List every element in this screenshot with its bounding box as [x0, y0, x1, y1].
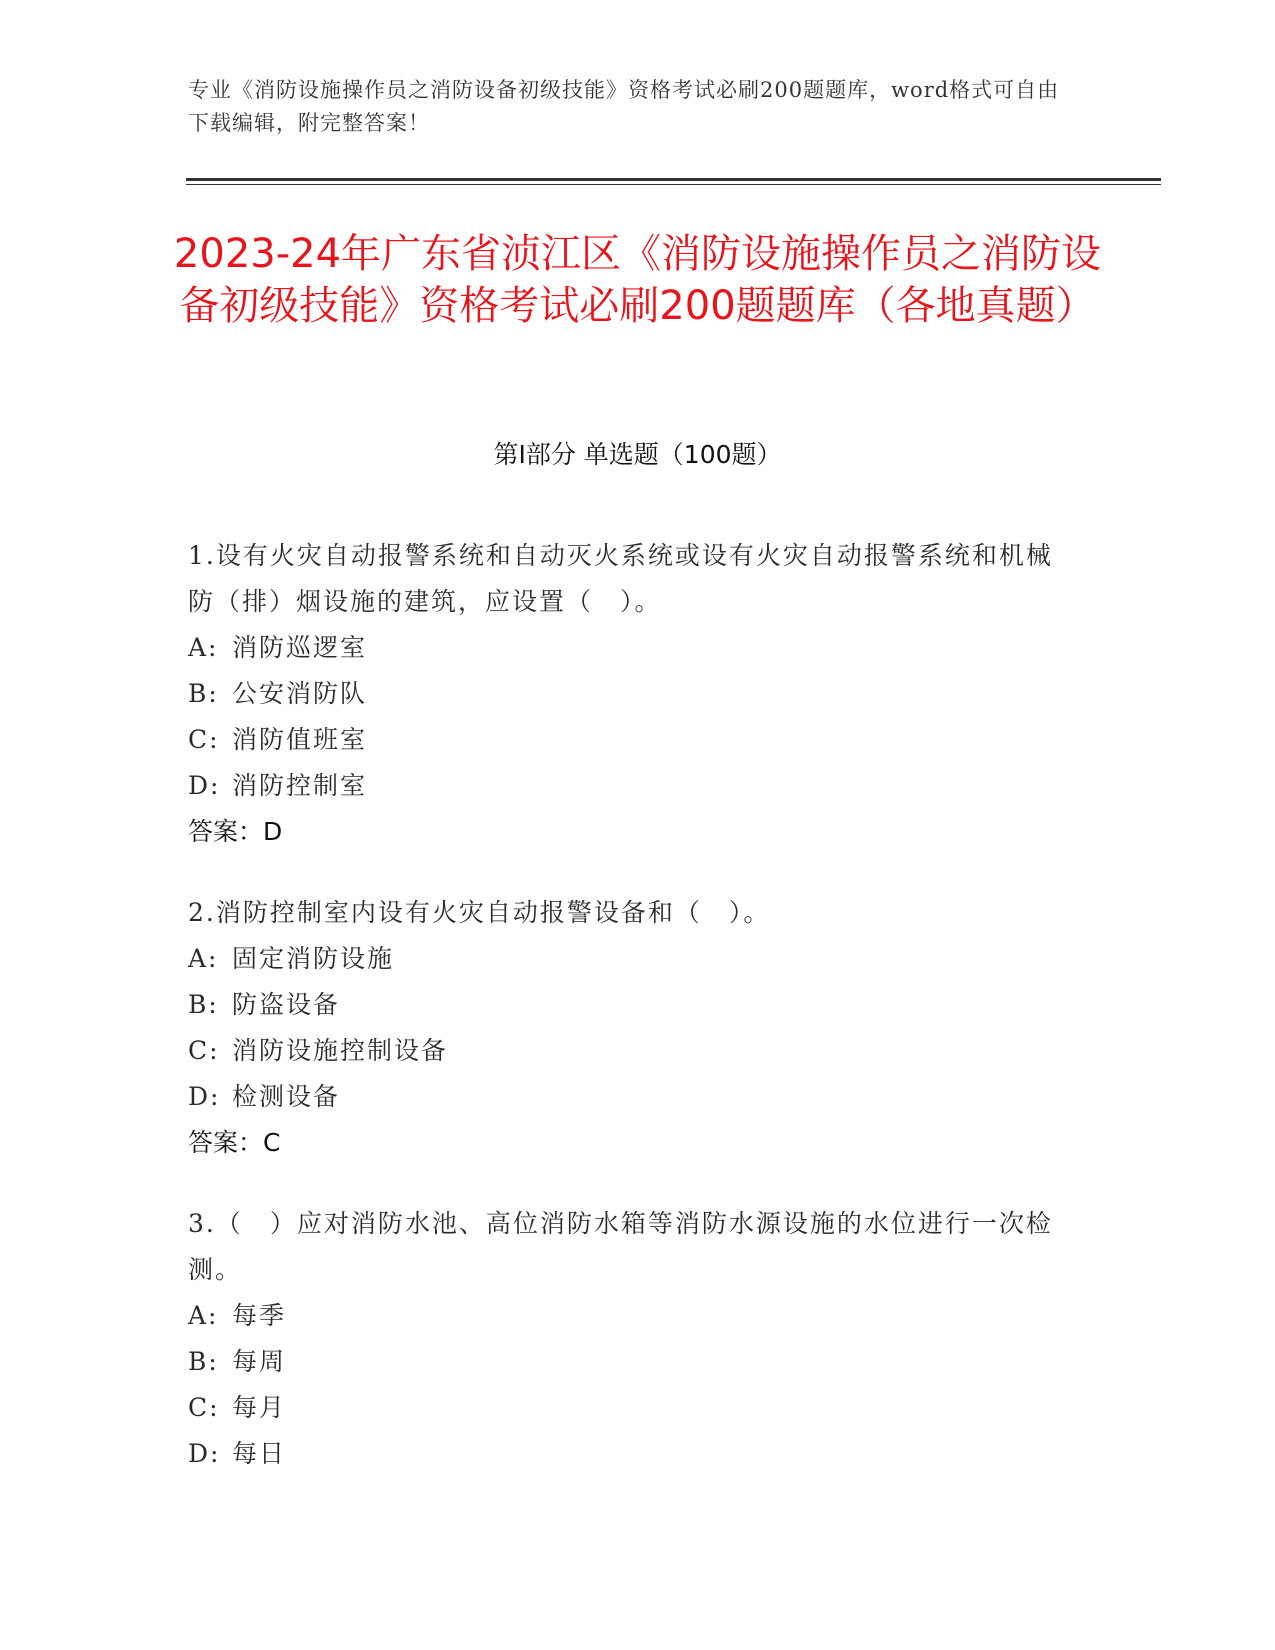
option-key: C:: [188, 1393, 220, 1422]
option-text: 每月: [232, 1393, 287, 1422]
option-text: 每周: [232, 1347, 287, 1376]
option-text: 防盗设备: [232, 990, 341, 1019]
option-b: [188, 1339, 1068, 1385]
option-d: [188, 1431, 1068, 1477]
option-a: [188, 936, 1068, 982]
option-b: [188, 671, 1068, 717]
option-d: [188, 763, 1068, 809]
question-2: [188, 890, 1068, 1166]
question-stem: 1.设有火灾自动报警系统和自动灭火系统或设有火灾自动报警系统和机械防（排）烟设施的建筑，应设置（ ）。: [188, 541, 1053, 616]
option-text: 检测设备: [232, 1082, 341, 1111]
option-key: B:: [188, 990, 219, 1019]
option-c: [188, 1028, 1068, 1074]
option-text: 公安消防队: [232, 679, 368, 708]
document-title: 2023-24年广东省浈江区《消防设施操作员之消防设备初级技能》资格考试必刷200题题库（各地真题）: [173, 231, 1102, 329]
option-text: 每日: [232, 1439, 287, 1468]
question-1: [188, 533, 1068, 855]
header-divider-thin: [186, 184, 1161, 185]
option-key: D:: [188, 771, 221, 800]
option-key: C:: [188, 1036, 220, 1065]
header-divider-thick: [186, 178, 1161, 181]
option-key: A:: [188, 944, 219, 973]
option-text: 固定消防设施: [232, 944, 395, 973]
question-3: [188, 1201, 1068, 1477]
option-key: B:: [188, 1347, 219, 1376]
option-c: [188, 1385, 1068, 1431]
option-text: 消防设施控制设备: [232, 1036, 449, 1065]
option-b: [188, 982, 1068, 1028]
header-note: 专业《消防设施操作员之消防设备初级技能》资格考试必刷200题题库，word格式可自由下载编辑，附完整答案！: [188, 78, 1060, 135]
option-key: B:: [188, 679, 219, 708]
option-c: [188, 717, 1068, 763]
option-key: A:: [188, 633, 219, 662]
question-list: [188, 533, 1068, 1512]
option-key: D:: [188, 1082, 221, 1111]
option-text: 消防巡逻室: [232, 633, 368, 662]
option-text: 每季: [232, 1301, 287, 1330]
option-text: 消防控制室: [232, 771, 368, 800]
option-key: C:: [188, 725, 220, 754]
option-a: [188, 1293, 1068, 1339]
question-stem: 2.消防控制室内设有火灾自动报警设备和（ ）。: [188, 898, 771, 927]
option-key: A:: [188, 1301, 219, 1330]
section-title: 第I部分 单选题（100题）: [493, 440, 782, 469]
answer-line: 答案：C: [188, 1128, 281, 1157]
question-stem: 3.（ ）应对消防水池、高位消防水箱等消防水源设施的水位进行一次检测。: [188, 1209, 1053, 1284]
option-text: 消防值班室: [232, 725, 368, 754]
option-key: D:: [188, 1439, 221, 1468]
answer-line: 答案：D: [188, 817, 283, 846]
option-d: [188, 1074, 1068, 1120]
option-a: [188, 625, 1068, 671]
